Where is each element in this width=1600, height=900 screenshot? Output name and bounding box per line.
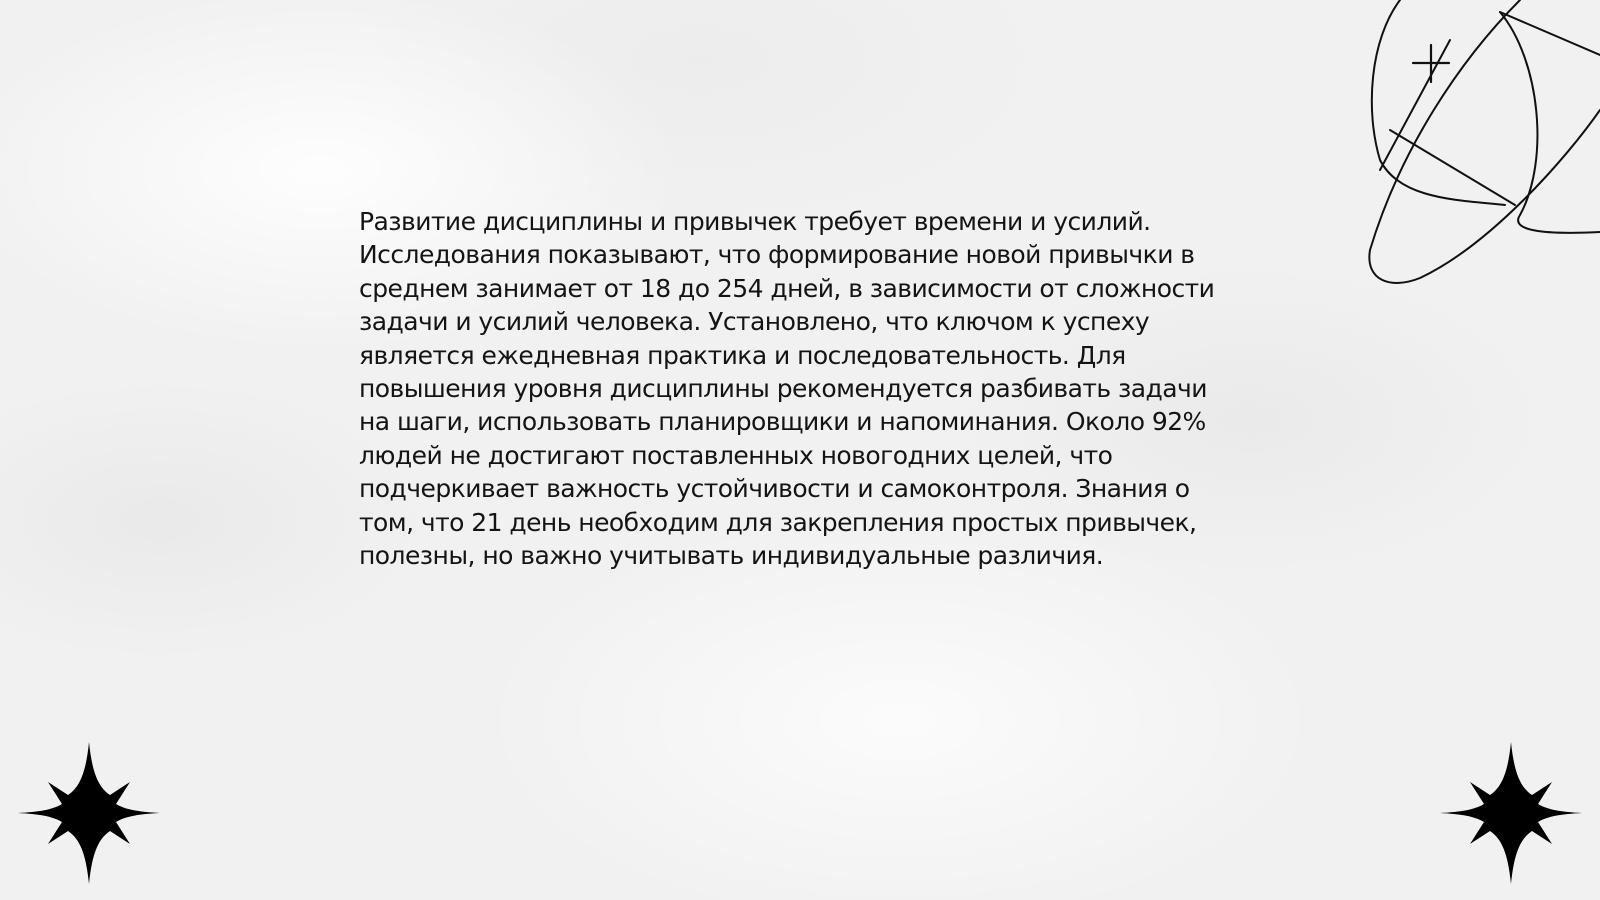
four-point-star-icon <box>18 742 160 884</box>
orbit-lines-icon <box>1340 0 1600 300</box>
four-point-star-icon <box>1440 742 1582 884</box>
body-text: Развитие дисциплины и привычек требует времени и усилий. Исследования показывают, что формирование новой привычки в среднем занимает от 18 до 254 дней, в зависимости от сложности задачи и усилий человека. Установлено, что ключом к успеху является ежедневная практика и последовательность. Для повышения уровня дисциплины рекомендуется разбивать задачи на шаги, использовать планировщики и напоминания. Около 92% людей не достигают поставленных новогодних целей, что подчеркивает важность устойчивости и самоконтроля. Знания о том, что 21 день необходим для закрепления простых привычек, полезны, но важно учитывать индивидуальные различия. <box>359 207 1215 571</box>
